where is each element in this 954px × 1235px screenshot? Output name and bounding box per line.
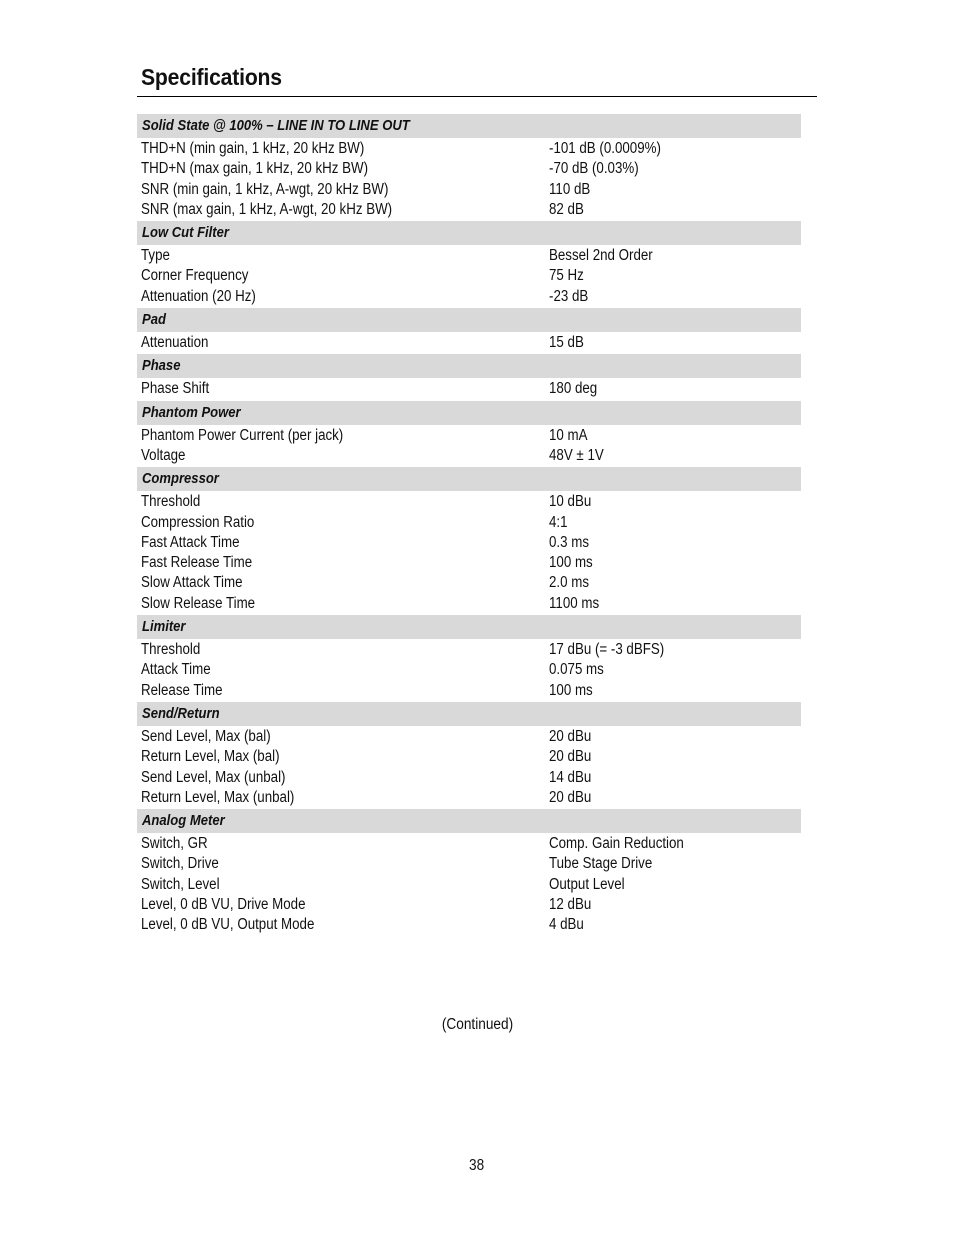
spec-value: 180 deg (549, 380, 598, 398)
spec-label: Voltage (141, 446, 186, 464)
spec-value: 110 dB (549, 180, 591, 198)
spec-label: Switch, Level (141, 875, 220, 893)
spec-row (137, 513, 801, 533)
section-rows (137, 378, 801, 400)
spec-value: 0.075 ms (549, 661, 604, 679)
spec-row (137, 246, 801, 266)
spec-value: 10 dBu (549, 493, 592, 511)
section-header (137, 615, 801, 639)
spec-row (137, 266, 801, 286)
spec-value: 82 dB (549, 200, 584, 218)
spec-row (137, 553, 801, 573)
spec-row (137, 895, 801, 915)
spec-value: 12 dBu (549, 896, 592, 914)
spec-value: 2.0 ms (549, 574, 590, 592)
section-rows (137, 245, 801, 308)
section-rows (137, 138, 801, 221)
spec-row (137, 854, 801, 874)
section-header-text: Send/Return (142, 705, 220, 722)
spec-label: Switch, Drive (141, 855, 219, 873)
page-title: Specifications (141, 64, 282, 90)
section-rows (137, 491, 801, 615)
spec-label: Level, 0 dB VU, Output Mode (141, 916, 315, 934)
spec-row (137, 747, 801, 767)
spec-label: Return Level, Max (bal) (141, 748, 280, 766)
section-rows (137, 726, 801, 809)
section-header (137, 354, 801, 378)
spec-row (137, 287, 801, 307)
spec-label: Fast Release Time (141, 554, 253, 572)
section-rows (137, 639, 801, 702)
spec-label: Attack Time (141, 661, 211, 679)
spec-value: -70 dB (0.03%) (549, 160, 639, 178)
spec-label: Attenuation (20 Hz) (141, 287, 256, 305)
spec-row (137, 159, 801, 179)
spec-value: -23 dB (549, 287, 589, 305)
spec-value: 4 dBu (549, 916, 584, 934)
spec-label: Switch, GR (141, 835, 208, 853)
spec-value: 10 mA (549, 426, 588, 444)
page-number (0, 1157, 954, 1175)
spec-value: 20 dBu (549, 748, 592, 766)
spec-label: Send Level, Max (bal) (141, 727, 271, 745)
spec-value: 14 dBu (549, 768, 592, 786)
section-header (137, 308, 801, 332)
spec-row (137, 426, 801, 446)
spec-label: THD+N (min gain, 1 kHz, 20 kHz BW) (141, 140, 365, 157)
section-header-text: Low Cut Filter (142, 225, 230, 242)
spec-row (137, 333, 801, 353)
section-header-text: Phase (142, 358, 181, 375)
section-header-text: Phantom Power (142, 404, 241, 421)
spec-value: 4:1 (549, 513, 568, 531)
section-header-text: Pad (142, 312, 166, 329)
spec-label: Type (141, 247, 170, 265)
spec-label: Release Time (141, 681, 223, 699)
spec-label: Compression Ratio (141, 513, 255, 531)
spec-label: Level, 0 dB VU, Drive Mode (141, 896, 306, 914)
section-header-text: Compressor (142, 471, 219, 488)
spec-label: Slow Attack Time (141, 574, 243, 592)
spec-row (137, 727, 801, 747)
spec-row (137, 446, 801, 466)
spec-value: 0.3 ms (549, 533, 590, 551)
section-header-text: Solid State @ 100% – LINE IN TO LINE OUT (142, 118, 410, 134)
section-header-text: Analog Meter (142, 813, 225, 830)
spec-row (137, 640, 801, 660)
spec-row (137, 492, 801, 512)
spec-label: Corner Frequency (141, 267, 249, 285)
spec-value: Output Level (549, 875, 625, 893)
spec-row (137, 139, 801, 159)
section-header (137, 221, 801, 245)
spec-label: Send Level, Max (unbal) (141, 768, 286, 786)
continued-note (0, 1016, 954, 1034)
spec-value: -101 dB (0.0009%) (549, 140, 661, 157)
spec-label: Return Level, Max (unbal) (141, 788, 295, 806)
title-divider (137, 96, 817, 97)
spec-row (137, 834, 801, 854)
spec-value: 1100 ms (549, 594, 600, 612)
spec-value: 20 dBu (549, 727, 592, 745)
spec-label: Slow Release Time (141, 594, 256, 612)
page-number-text: 38 (469, 1157, 485, 1174)
spec-label: THD+N (max gain, 1 kHz, 20 kHz BW) (141, 160, 369, 178)
spec-row (137, 379, 801, 399)
section-header-text: Limiter (142, 619, 186, 636)
spec-row (137, 660, 801, 680)
spec-label: Attenuation (141, 334, 209, 352)
spec-row (137, 875, 801, 895)
spec-value: 17 dBu (= -3 dBFS) (549, 641, 665, 659)
spec-row (137, 768, 801, 788)
spec-row (137, 788, 801, 808)
spec-row (137, 533, 801, 553)
section-rows (137, 332, 801, 354)
section-header (137, 702, 801, 726)
section-rows (137, 833, 801, 936)
section-header (137, 401, 801, 425)
spec-value: Bessel 2nd Order (549, 247, 653, 265)
spec-value: Tube Stage Drive (549, 855, 653, 873)
spec-row (137, 915, 801, 935)
spec-value: 20 dBu (549, 788, 592, 806)
section-header (137, 114, 801, 138)
specifications-table (137, 114, 801, 937)
section-header (137, 809, 801, 833)
spec-label: Phantom Power Current (per jack) (141, 426, 344, 444)
spec-row (137, 594, 801, 614)
spec-label: Fast Attack Time (141, 533, 240, 551)
spec-value: 48V ± 1V (549, 446, 604, 464)
spec-label: Threshold (141, 493, 201, 511)
spec-label: Phase Shift (141, 380, 210, 398)
spec-row (137, 200, 801, 220)
spec-value: 100 ms (549, 554, 593, 572)
continued-text: (Continued) (441, 1016, 513, 1033)
spec-label: SNR (max gain, 1 kHz, A-wgt, 20 kHz BW) (141, 200, 393, 218)
spec-value: 15 dB (549, 334, 584, 352)
spec-value: 100 ms (549, 681, 593, 699)
spec-row (137, 681, 801, 701)
spec-value: Comp. Gain Reduction (549, 835, 684, 853)
spec-label: Threshold (141, 641, 201, 659)
section-header (137, 467, 801, 491)
spec-row (137, 573, 801, 593)
spec-row (137, 180, 801, 200)
spec-value: 75 Hz (549, 267, 584, 285)
section-rows (137, 425, 801, 468)
spec-label: SNR (min gain, 1 kHz, A-wgt, 20 kHz BW) (141, 180, 389, 198)
